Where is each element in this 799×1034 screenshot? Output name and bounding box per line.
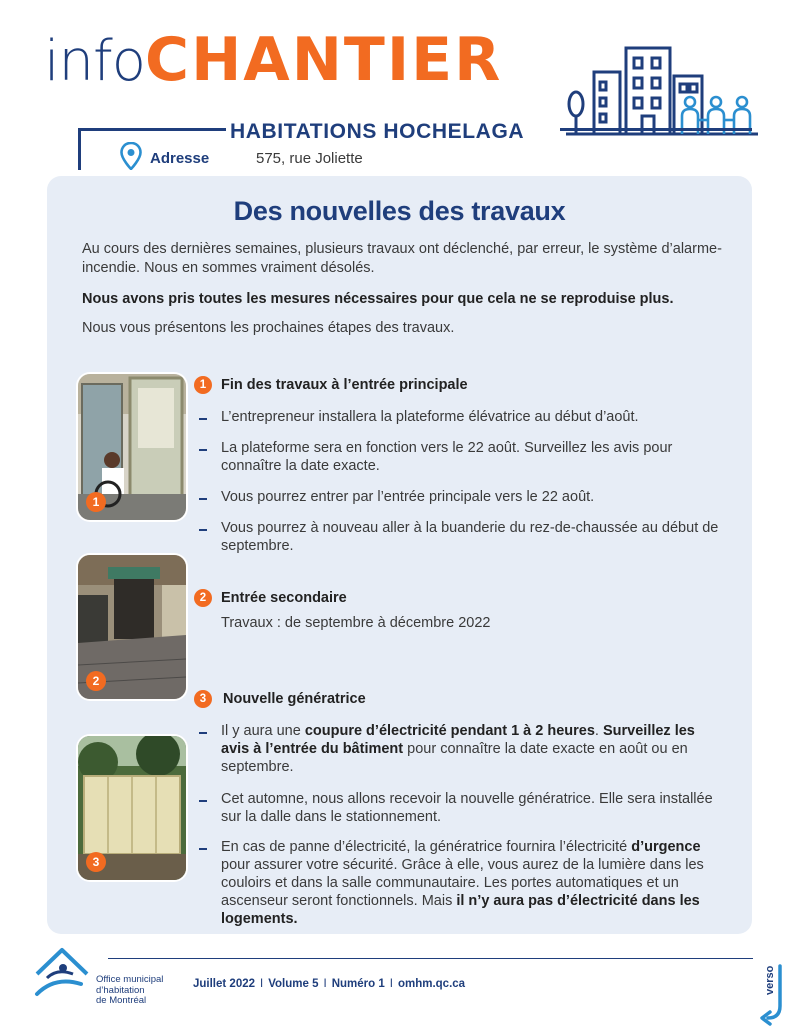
address-value: 575, rue Joliette (256, 150, 363, 167)
bullet-dash (199, 449, 207, 451)
header-frame-line (78, 128, 226, 131)
issue-number: Numéro 1 (331, 978, 385, 990)
bullet-dash (199, 848, 207, 850)
separator: I (323, 978, 327, 990)
location-pin-icon (120, 142, 142, 170)
section-title: Nouvelle génératrice (223, 691, 366, 707)
section-number-badge: 1 (194, 376, 212, 394)
photo-number-badge: 2 (86, 671, 106, 691)
bullet-text: L’entrepreneur installera la plateforme élévatrice au début d’août. (221, 409, 639, 425)
organization-name-line: Office municipal (96, 974, 164, 985)
emphasis-text: d’urgence (631, 839, 701, 855)
website-link[interactable]: omhm.qc.ca (397, 978, 466, 990)
buildings-illustration (566, 40, 758, 138)
secondary-entrance-photo (78, 555, 186, 699)
header-frame-line (560, 128, 752, 131)
bullet-dash (199, 800, 207, 802)
brand-info: info (44, 29, 146, 94)
emphasis-text: il n’y aura pas d’électricité dans les logements. (221, 893, 700, 927)
footer-divider (108, 958, 753, 959)
bullet-text: Vous pourrez à nouveau aller à la buanderie du rez-de-chaussée au début de septembre. (221, 520, 719, 554)
bullet-dash (199, 732, 207, 734)
omhm-logo-icon (33, 944, 91, 1000)
organization-name-line: de Montréal (96, 995, 147, 1006)
verso-label: verso (764, 965, 776, 995)
bullet-text (221, 722, 726, 776)
entrance-wheelchair-lift-photo (78, 374, 186, 520)
address-label: Adresse (150, 150, 210, 167)
publication-info (193, 978, 465, 990)
separator: I (260, 978, 264, 990)
emphasis-text: Surveillez les avis à l’entrée du bâtiment (221, 723, 695, 757)
intro-emphasis: Nous avons pris toutes les mesures nécessaires pour que cela ne se reproduise plus. (82, 291, 674, 307)
organization-name (96, 975, 163, 1007)
issue-volume: Volume 5 (268, 978, 319, 990)
project-name: HABITATIONS HOCHELAGA (230, 120, 525, 143)
bullet-text: Vous pourrez entrer par l’entrée principale vers le 22 août. (221, 489, 595, 505)
organization-name-line: d’habitation (96, 984, 145, 996)
photo-number-badge: 3 (86, 852, 106, 872)
text-run: pour connaître la date exacte en août ou en septembre. (221, 741, 688, 775)
section-title: Fin des travaux à l’entrée principale (221, 377, 468, 393)
brand-chantier: CHANTIER (145, 25, 503, 95)
bullet-dash (199, 498, 207, 500)
bullet-text: La plateforme sera en fonction vers le 22 août. Surveillez les avis pour connaître la date exacte. (221, 440, 673, 474)
generator-photo (78, 736, 186, 880)
bullet-dash (199, 529, 207, 531)
publication-logo (44, 25, 503, 95)
emphasis-text: coupure d’électricité pendant 1 à 2 heures (304, 723, 595, 739)
bullet-text: Cet automne, nous allons recevoir la nouvelle génératrice. Elle sera installée sur la dalle dans le stationnement. (221, 791, 713, 825)
text-run: pour assurer votre sécurité. Grâce à elle, vous aurez de la lumière dans les couloirs et dans la salle communautaire. Les portes automatiques et un ascenseur seront fonctionnels. Mais (221, 857, 704, 909)
separator: I (389, 978, 393, 990)
header-frame-line (78, 128, 81, 170)
section-number-badge: 2 (194, 589, 212, 607)
intro-paragraph: Au cours des dernières semaines, plusieurs travaux ont déclenché, par erreur, le système d’alarme-incendie. Nous en sommes vraiment désolés. (82, 241, 722, 276)
section-text: Travaux : de septembre à décembre 2022 (221, 615, 491, 631)
section-title: Entrée secondaire (221, 590, 347, 606)
page-title: Des nouvelles des travaux (233, 196, 566, 226)
text-run: Il y aura une (221, 723, 305, 739)
bullet-dash (199, 418, 207, 420)
intro-paragraph: Nous vous présentons les prochaines étapes des travaux. (82, 320, 455, 336)
bullet-text (221, 838, 726, 928)
text-run: En cas de panne d’électricité, la génératrice fournira l’électricité (221, 839, 632, 855)
issue-date: Juillet 2022 (193, 978, 256, 990)
photo-number-badge: 1 (86, 492, 106, 512)
text-run: . (594, 723, 603, 739)
section-number-badge: 3 (194, 690, 212, 708)
